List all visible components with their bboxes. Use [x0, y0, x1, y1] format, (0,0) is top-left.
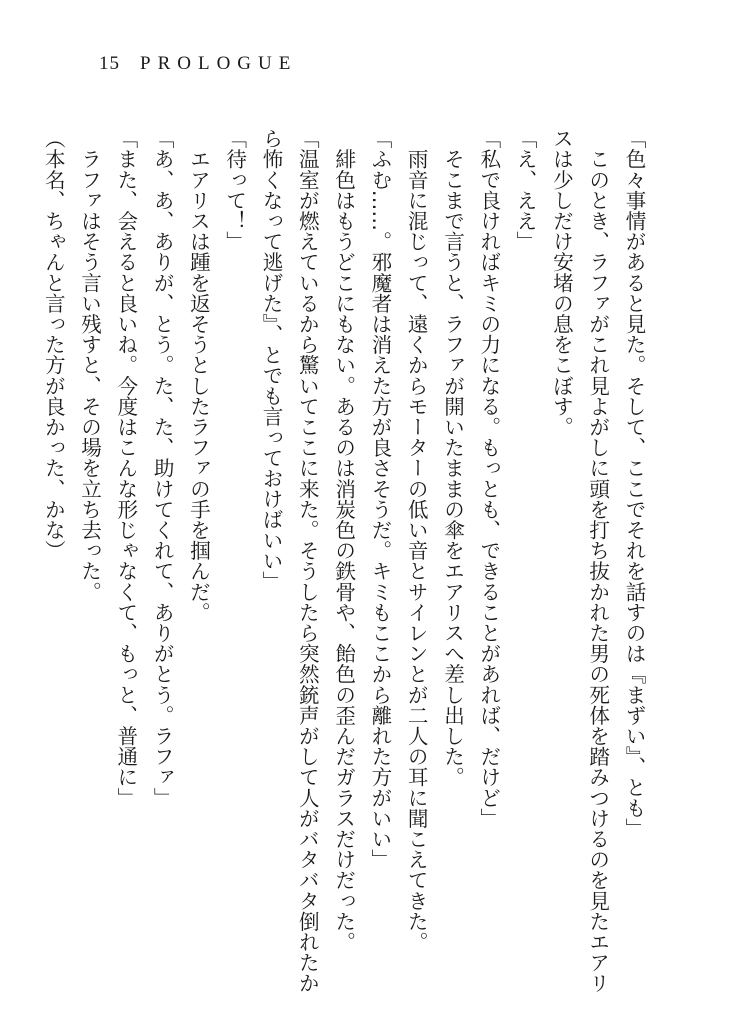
running-title: PROLOGUE	[140, 53, 298, 74]
text-line: 「待って！」	[222, 128, 247, 252]
text-line: 「あ、あ、ありが、とう。た、た、助けてくれて、ありがとう。ラファ」	[150, 128, 175, 808]
text-line: ラファはそう言い残すと、その場を立ち去った。	[77, 128, 102, 602]
page-header	[99, 52, 297, 76]
text-line: 雨音に混じって、遠くからモーターの低い音とサイレンとが二人の耳に聞こえてきた。	[404, 128, 429, 952]
text-line: 緋色はもうどこにもない。あるのは消炭色の鉄骨や、飴色の歪んだガラスだけだった。	[331, 128, 356, 952]
page-number: 15	[99, 53, 120, 74]
text-line: 「私で良ければキミの力になる。もっとも、できることがあれば、だけど」	[476, 128, 501, 829]
text-line: 「温室が燃えているから驚いてここに来た。そうしたら突然銃声がして人がバタバタ倒れたか	[295, 128, 320, 994]
text-line: （本名、ちゃんと言った方が良かった、かな）	[41, 128, 66, 561]
text-line: 「色々事情があると見た。そして、ここでそれを話すのは『まずい』、とも」	[622, 128, 646, 839]
text-line: ら怖くなって逃げた』、とでも言っておけばいい」	[259, 128, 284, 592]
text-line: このとき、ラファがこれ見よがしに頭を打ち抜かれた男の死体を踏みつけるのを見たエアリ	[585, 128, 610, 994]
text-line: 「え、ええ」	[513, 128, 538, 252]
text-line: 「ふむ……。邪魔者は消えた方が良さそうだ。キミもここから離れた方がいい」	[367, 128, 392, 870]
vertical-text-body	[41, 128, 652, 994]
text-line: 「また、会えると良いね。今度はこんな形じゃなくて、もっと、普通に」	[113, 128, 138, 808]
text-line: スは少しだけ安堵の息をこぼす。	[549, 128, 574, 437]
text-line: エアリスは踵を返そうとしたラファの手を掴んだ。	[186, 128, 211, 623]
text-line: そこまで言うと、ラファが開いたままの傘をエアリスへ差し出した。	[440, 128, 465, 788]
